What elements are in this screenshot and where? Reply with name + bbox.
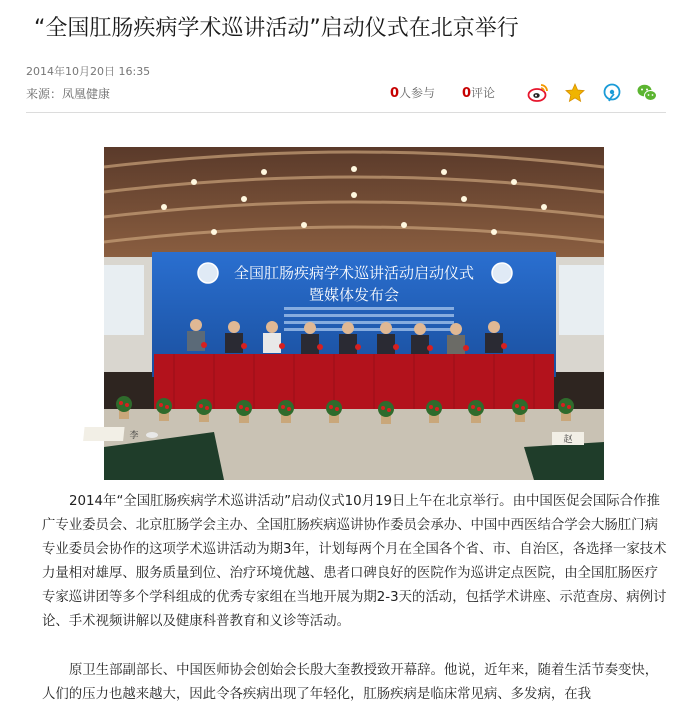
publish-datetime: 2014年10月20日 16:35 bbox=[26, 65, 151, 78]
article-paragraph-2: 原卫生部副部长、中国医师协会创始会长殷大奎教授致开幕辞。他说，近年来，随着生活节奏变快，人们的压力也越来越大，因此令各疾病出现了年轻化，肛肠疾病是临床常见病、多发病，在我 bbox=[42, 663, 659, 702]
tencent-weibo-icon[interactable] bbox=[601, 82, 623, 104]
participants-number: 0 bbox=[390, 86, 400, 101]
article-source[interactable]: 来源：凤凰健康 bbox=[26, 87, 111, 101]
favorite-star-icon[interactable] bbox=[564, 82, 586, 104]
participants-label: 人参与 bbox=[399, 86, 436, 100]
banner-title: 全国肛肠疾病学术巡讲活动启动仪式 bbox=[233, 264, 475, 282]
participants-count[interactable] bbox=[390, 85, 435, 102]
placard-left: 李 bbox=[129, 431, 139, 441]
placard-right: 赵 bbox=[563, 435, 573, 445]
article-paragraph-1: 2014年“全国肛肠疾病学术巡讲活动”启动仪式10月19日上午在北京举行。由中国医促会国际合作推广专业委员会、北京肛肠学会主办、全国肛肠疾病巡讲协作委员会承办、中国中西医结合学会大肠肛门病专业委员会协作的这项学术巡讲活动为期3年，计划每两个月在全国各个省、市、自治区，各选择一家技术力量相对雄厚、服务质量到位、治疗环境优越、患者口碑良好的医院作为巡讲定点医院，由全国肛肠医疗专家巡讲团等多个学科组成的优秀专家组在当地开展为期2-3天的活动，包括学术讲座、示范查房、病例讨论、手术视频讲解以及健康科普教育和义诊等活动。 bbox=[42, 494, 667, 629]
comments-count[interactable] bbox=[462, 85, 495, 102]
event-photo bbox=[104, 147, 604, 480]
article-title: “全国肛肠疾病学术巡讲活动”启动仪式在北京举行 bbox=[34, 16, 519, 41]
header-divider bbox=[26, 112, 666, 113]
comments-label: 评论 bbox=[471, 86, 496, 100]
banner-subtitle: 暨媒体发布会 bbox=[308, 286, 400, 304]
event-photo-illustration bbox=[104, 147, 604, 480]
wechat-icon[interactable] bbox=[636, 82, 658, 104]
comments-number: 0 bbox=[462, 86, 472, 101]
weibo-icon[interactable] bbox=[527, 82, 549, 104]
